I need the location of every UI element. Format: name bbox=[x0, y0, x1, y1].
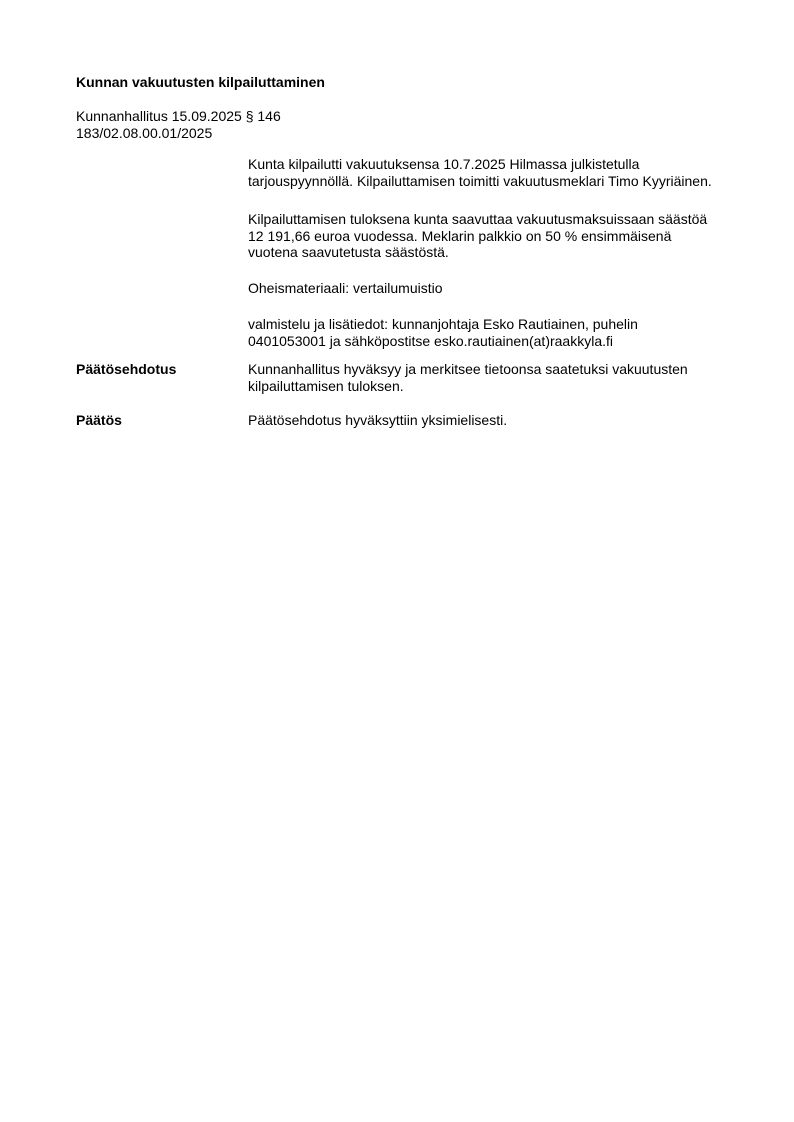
text-line: valmistelu ja lisätiedot: kunnanjohtaja Esko Rautiainen, puhelin bbox=[248, 316, 638, 332]
text-line: Kunta kilpailutti vakuutuksensa 10.7.2025 Hilmassa julkistetulla bbox=[248, 156, 640, 172]
meta-block bbox=[76, 108, 281, 141]
section-text bbox=[248, 361, 753, 394]
section-label-paatosehdotus: Päätösehdotus bbox=[76, 361, 177, 377]
paragraph-tender-result bbox=[248, 211, 753, 261]
text-line: Päätösehdotus hyväksyttiin yksimielisesti. bbox=[248, 412, 508, 428]
paragraph-tender-announcement bbox=[248, 156, 753, 189]
text-line: vuotena saavutetusta säästöstä. bbox=[248, 244, 449, 260]
text-line: Kilpailuttamisen tuloksena kunta saavuttaa vakuutusmaksuissaan säästöä bbox=[248, 211, 708, 227]
paragraph-attachments bbox=[248, 280, 753, 297]
section-label-paatos: Päätös bbox=[76, 412, 122, 428]
paragraph-preparer-contact bbox=[248, 316, 753, 349]
text-line: 12 191,66 euroa vuodessa. Meklarin palkkio on 50 % ensimmäisenä bbox=[248, 227, 672, 244]
text-line: Kunnanhallitus hyväksyy ja merkitsee tietoonsa saatetuksi vakuutusten bbox=[248, 361, 688, 377]
meta-board-date-section: Kunnanhallitus 15.09.2025 § 146 bbox=[76, 108, 281, 124]
text-line: tarjouspyynnöllä. Kilpailuttamisen toimitti vakuutusmeklari Timo Kyyriäinen. bbox=[248, 172, 712, 189]
document-title: Kunnan vakuutusten kilpailuttaminen bbox=[76, 74, 325, 90]
text-line: Oheismateriaali: vertailumuistio bbox=[248, 280, 443, 296]
text-line: kilpailuttamisen tuloksen. bbox=[248, 377, 404, 394]
section-text bbox=[248, 412, 753, 429]
text-line: 0401053001 ja sähköpostitse esko.rautiainen(at)raakkyla.fi bbox=[248, 332, 614, 349]
meta-diary-number: 183/02.08.00.01/2025 bbox=[76, 124, 213, 141]
